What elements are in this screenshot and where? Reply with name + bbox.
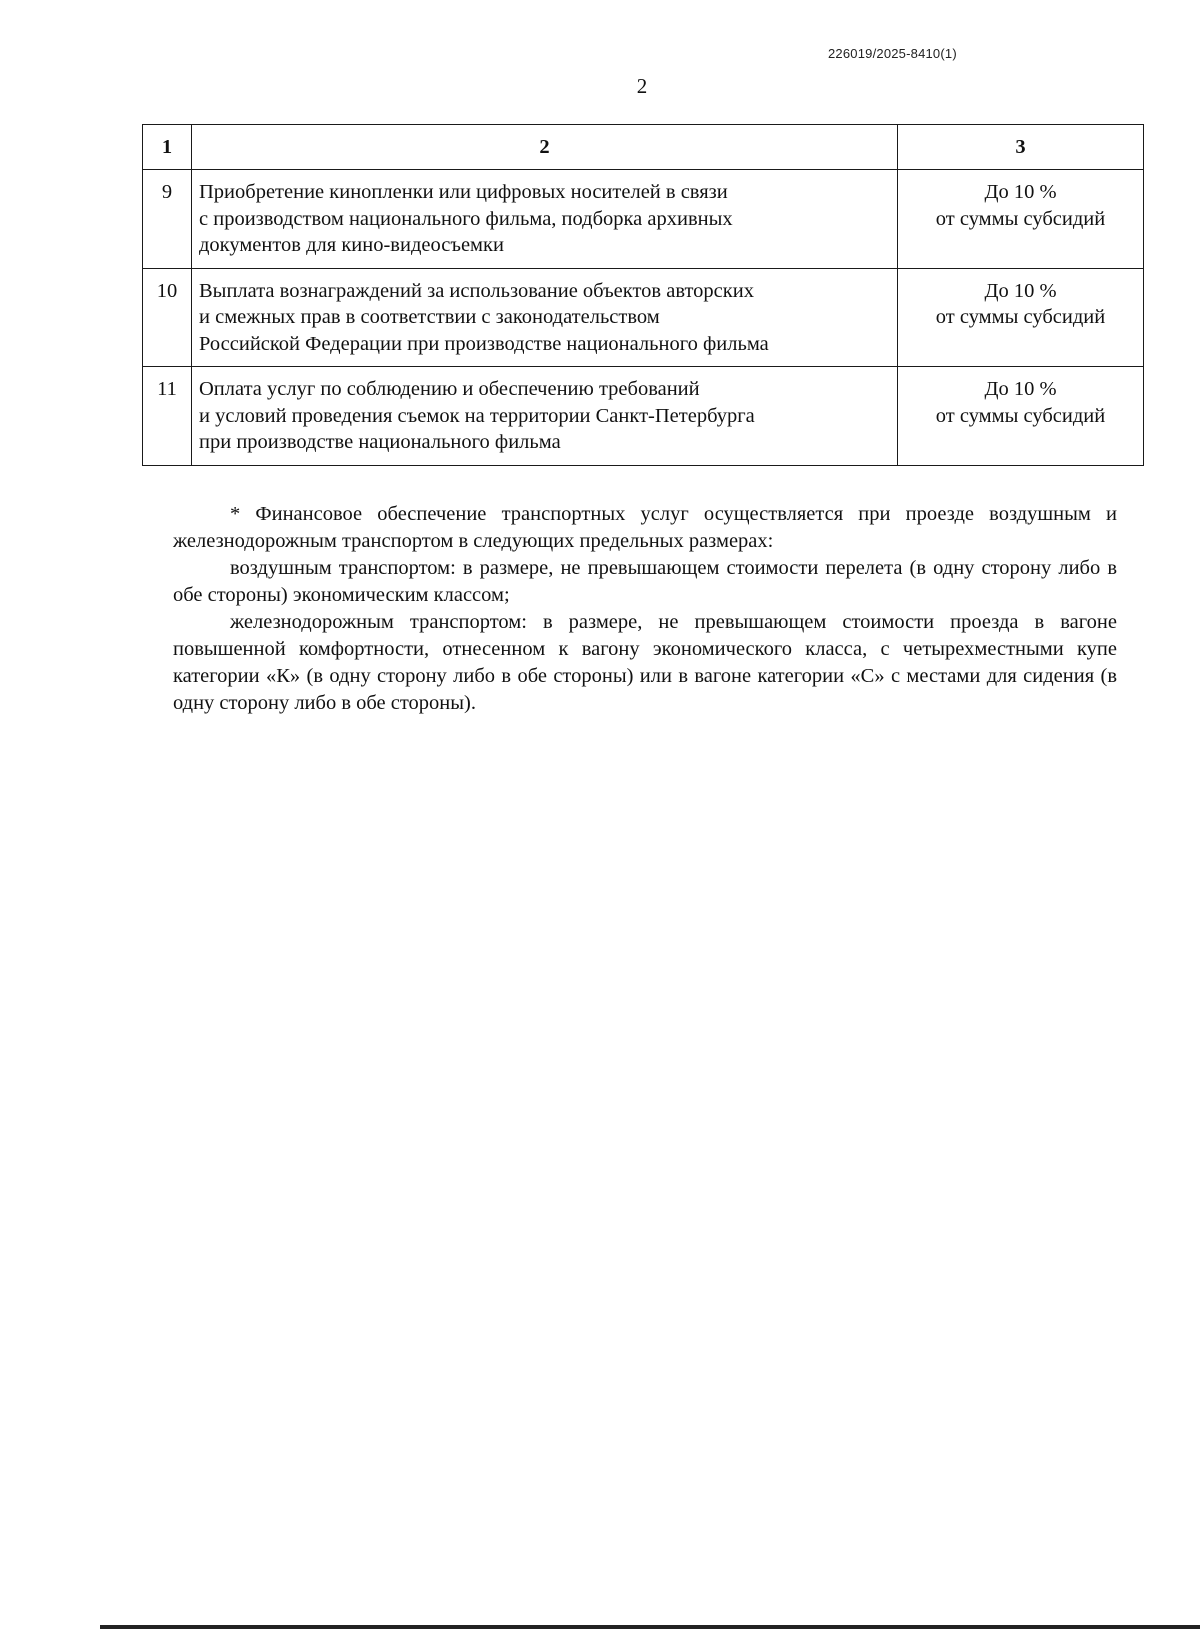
row-number: 10	[143, 268, 192, 367]
description-line: Приобретение кинопленки или цифровых носителей в связи	[199, 181, 728, 203]
footnote-rail-transport-paragraph: железнодорожным транспортом: в размере, не превышающем стоимости проезда в вагоне повышенной комфортности, отнесенном к вагону экономического класса, с четырехместными купе категории «К» (в одну сторону либо в обе стороны) или в вагоне категории «С» с местами для сидения (в одну сторону либо в обе стороны).	[173, 611, 1117, 714]
description-line: и смежных прав в соответствии с законодательством	[199, 306, 660, 328]
share-limit: До 10 %	[984, 378, 1057, 400]
description-line: при производстве национального фильма	[199, 431, 561, 453]
column-header-description: 2	[192, 125, 898, 170]
row-description	[192, 268, 898, 367]
share-basis: от суммы субсидий	[935, 306, 1106, 328]
share-basis: от суммы субсидий	[935, 404, 1106, 427]
scan-edge-line	[100, 1625, 1200, 1629]
column-header-share: 3	[898, 125, 1144, 170]
row-description	[192, 170, 898, 269]
table-row	[143, 170, 1144, 269]
share-limit: До 10 %	[984, 279, 1057, 302]
column-header-number: 1	[143, 125, 192, 170]
expense-table	[142, 124, 1144, 466]
row-share	[898, 367, 1144, 466]
share-basis: от суммы субсидий	[935, 207, 1106, 230]
document-id: 226019/2025-8410(1)	[828, 46, 957, 61]
transport-footnote	[173, 501, 1117, 717]
row-share	[898, 170, 1144, 269]
description-line: документов для кино-видеосъемки	[199, 234, 504, 256]
row-number: 9	[143, 170, 192, 269]
footnote-intro-paragraph: * Финансовое обеспечение транспортных услуг осуществляется при проезде воздушным и железнодорожным транспортом в следующих предельных размерах:	[173, 503, 1117, 552]
row-description	[192, 367, 898, 466]
description-line: Выплата вознаграждений за использование объектов авторских	[199, 279, 754, 302]
description-line: Российской Федерации при производстве национального фильма	[199, 332, 769, 355]
description-line: и условий проведения съемок на территории Санкт-Петербурга	[199, 404, 755, 427]
page-number: 2	[636, 74, 648, 98]
description-line: Оплата услуг по соблюдению и обеспечению требований	[199, 378, 700, 400]
table-row	[143, 367, 1144, 466]
share-limit: До 10 %	[984, 181, 1057, 203]
row-number: 11	[143, 367, 192, 466]
table-header-row	[143, 125, 1144, 170]
table-row	[143, 268, 1144, 367]
row-share	[898, 268, 1144, 367]
footnote-air-transport-paragraph: воздушным транспортом: в размере, не превышающем стоимости перелета (в одну сторону либо в обе стороны) экономическим классом;	[173, 557, 1117, 606]
description-line: с производством национального фильма, подборка архивных	[199, 207, 733, 230]
